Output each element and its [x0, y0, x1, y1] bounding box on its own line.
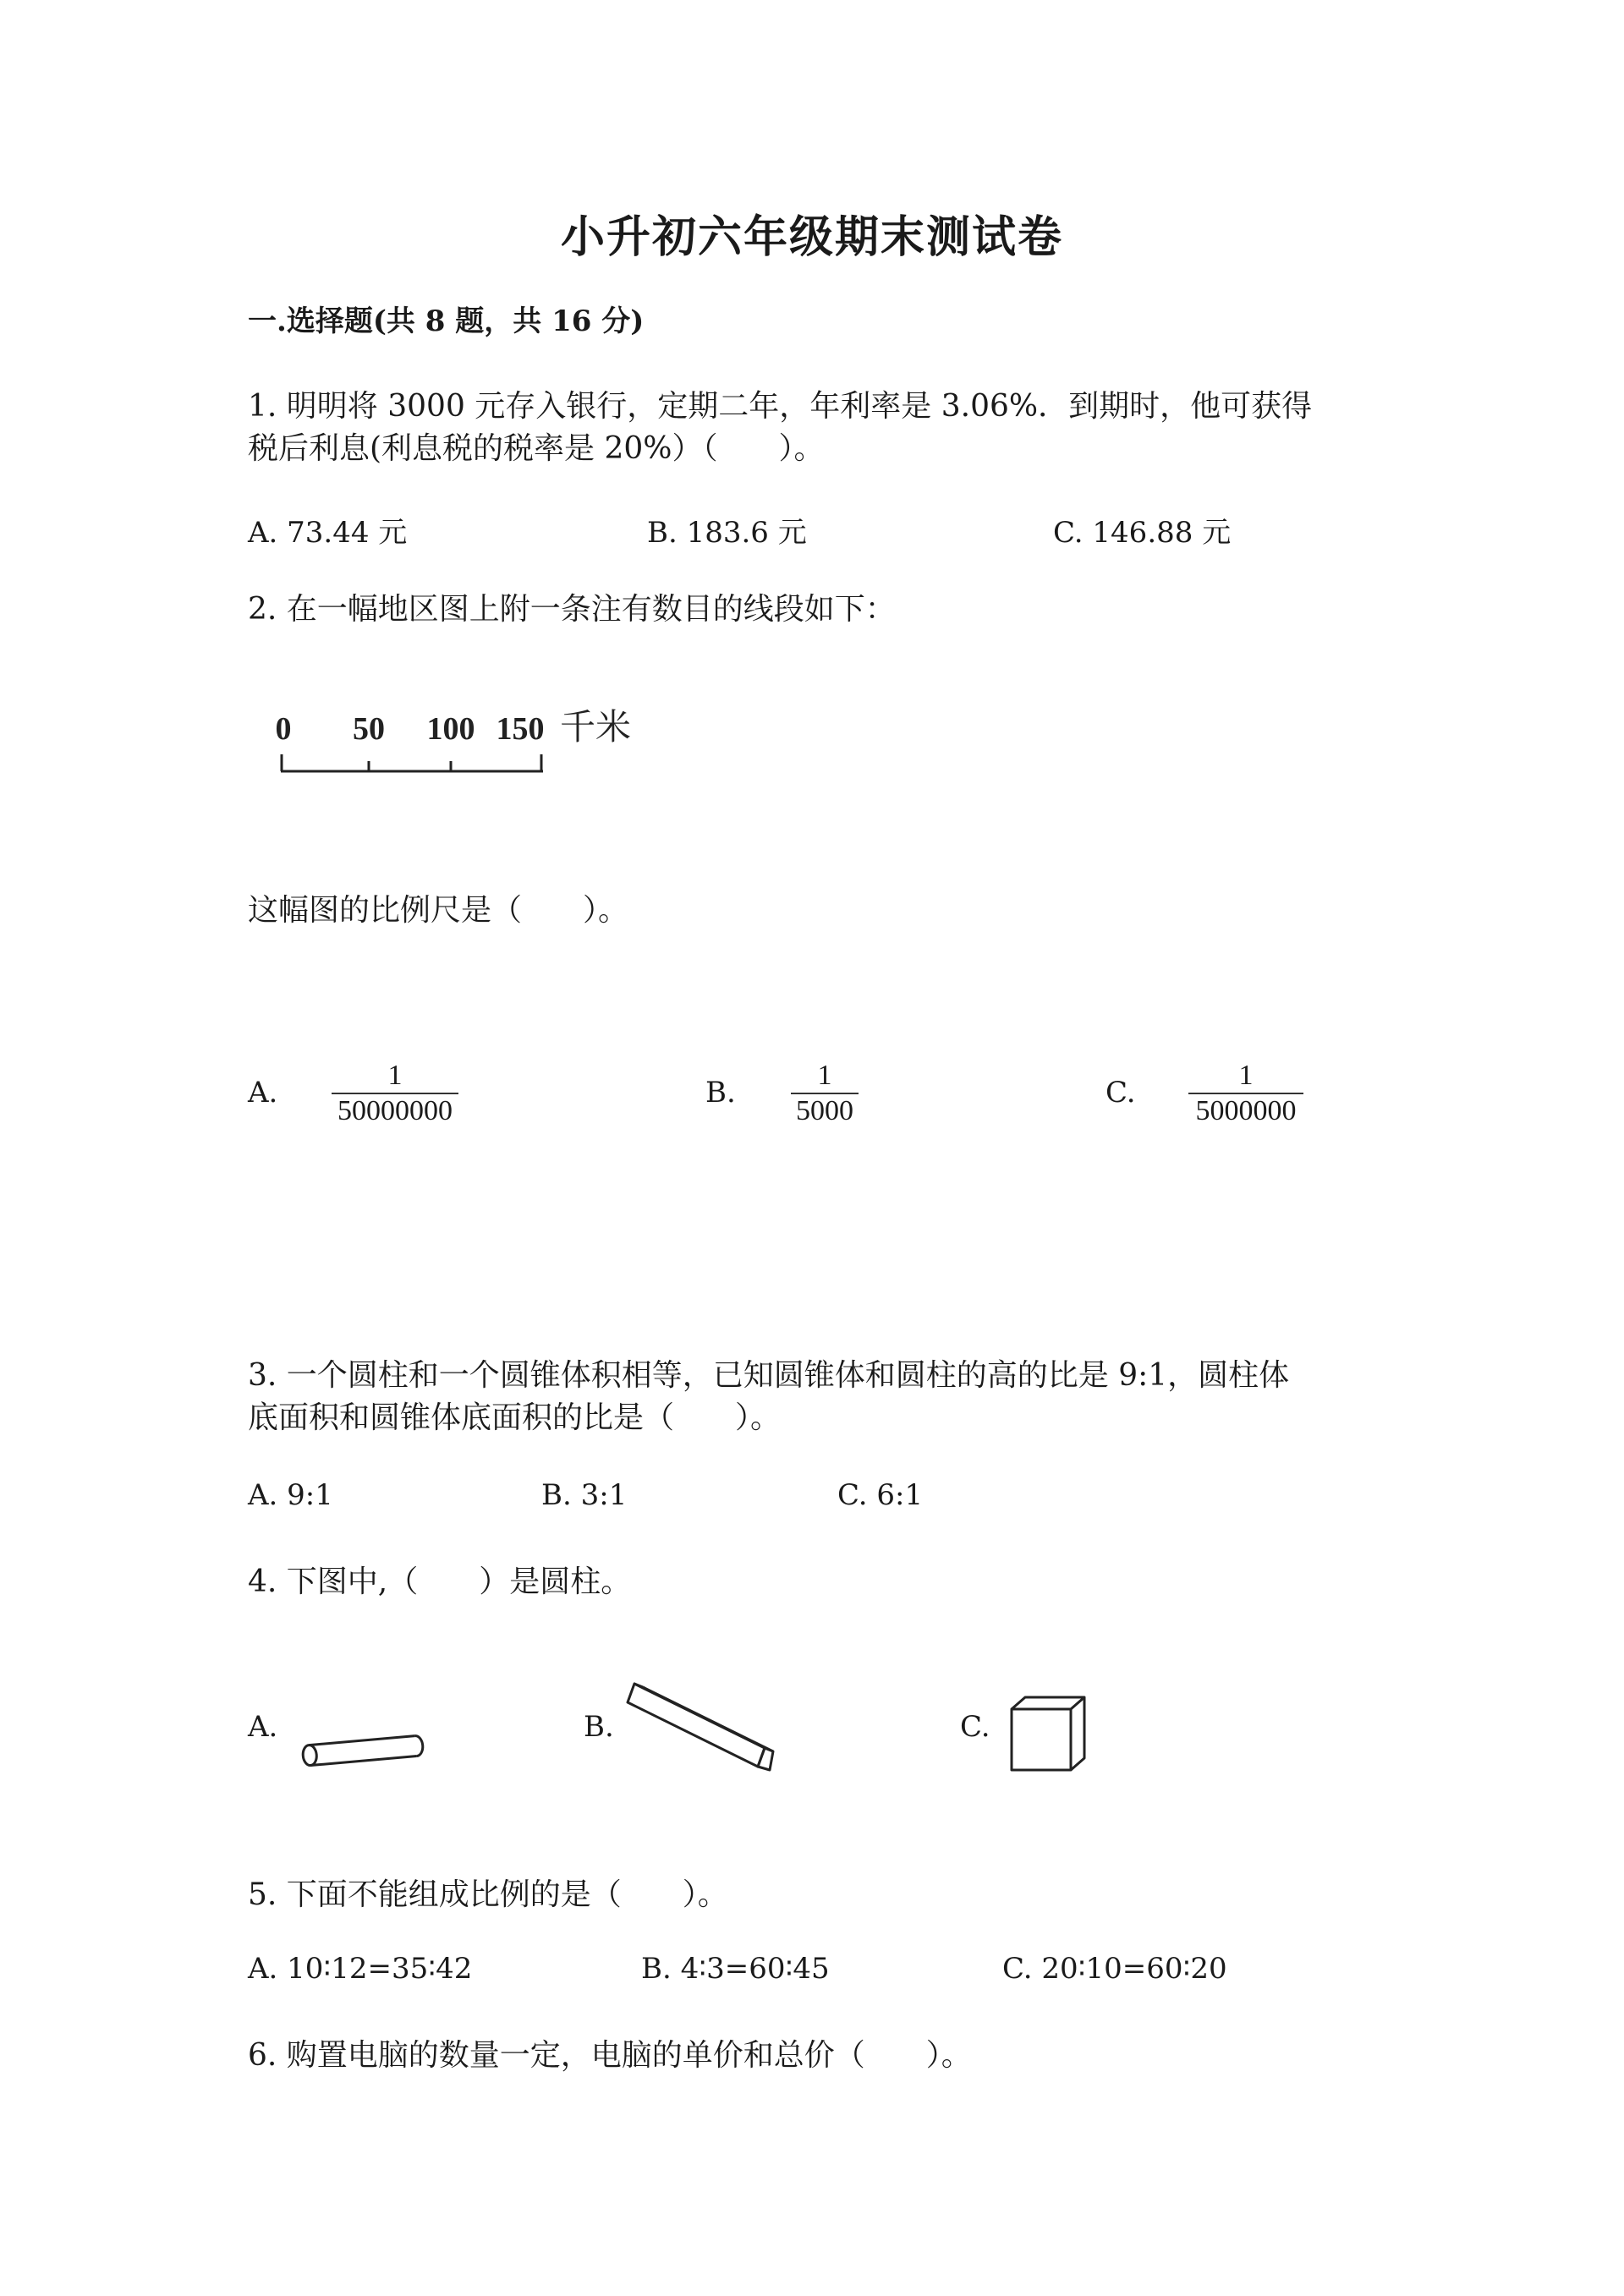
- thin-cylinder-figure: [296, 1725, 431, 1776]
- scale-label-unit: 千米: [560, 706, 632, 748]
- q4-option-b-letter[interactable]: B.: [584, 1710, 614, 1744]
- q3-line2: 底面积和圆锥体底面积的比是（ ）。: [248, 1400, 782, 1435]
- q2-text: 2. 在一幅地区图上附一条注有数目的线段如下：: [248, 592, 896, 627]
- q2-option-b-letter[interactable]: B.: [705, 1076, 736, 1110]
- q2-option-b-numerator: 1: [817, 1060, 832, 1091]
- q2-option-c-letter[interactable]: C.: [1106, 1076, 1136, 1110]
- q2-option-a-fraction: [332, 1059, 458, 1128]
- page-title: 小升初六年级期末测试卷: [560, 211, 1063, 263]
- q2-question: 这幅图的比例尺是（ ）。: [248, 893, 629, 928]
- q5-option-a[interactable]: A. 10∶12=35∶42: [248, 1952, 473, 1986]
- q2-option-a-letter[interactable]: A.: [248, 1076, 278, 1110]
- q1-option-a[interactable]: A. 73.44 元: [248, 516, 408, 550]
- q2-option-b-fraction: [791, 1059, 859, 1128]
- q2-option-c-numerator: 1: [1238, 1060, 1254, 1091]
- q3-option-b[interactable]: B. 3:1: [541, 1478, 628, 1512]
- q2-option-a-numerator: 1: [387, 1060, 403, 1091]
- q2-option-c-fraction: [1188, 1059, 1303, 1128]
- q6-text: 6. 购置电脑的数量一定，电脑的单价和总价（ ）。: [248, 2038, 972, 2073]
- q4-option-a-letter[interactable]: A.: [248, 1710, 278, 1744]
- q5-text: 5. 下面不能组成比例的是（ ）。: [248, 1877, 728, 1912]
- q2-option-b-denominator: 5000: [796, 1095, 853, 1126]
- q5-option-c[interactable]: C. 20∶10=60∶20: [1002, 1952, 1227, 1986]
- q2-option-c-denominator: 5000000: [1195, 1095, 1297, 1126]
- scale-label-0: 0: [275, 711, 292, 747]
- q1-option-c[interactable]: C. 146.88 元: [1053, 516, 1232, 550]
- scale-bar: [271, 706, 660, 778]
- q5-option-b[interactable]: B. 4∶3=60∶45: [641, 1952, 830, 1986]
- q2-option-a-denominator: 50000000: [337, 1095, 453, 1126]
- triangular-prism-figure: [624, 1679, 785, 1776]
- scale-label-150: 150: [496, 711, 545, 747]
- scale-label-50: 50: [353, 711, 385, 747]
- q4-text: 4. 下图中,（ ）是圆柱。: [248, 1564, 632, 1599]
- q1-line2: 税后利息(利息税的税率是 20%）（ ）。: [248, 431, 825, 466]
- section-heading: 一.选择题(共 8 题，共 16 分): [248, 304, 645, 338]
- q3-option-a[interactable]: A. 9:1: [248, 1478, 333, 1512]
- q3-line1: 3. 一个圆柱和一个圆锥体积相等，已知圆锥体和圆柱的高的比是 9:1，圆柱体: [248, 1358, 1290, 1393]
- q1-line1: 1. 明明将 3000 元存入银行，定期二年，年利率是 3.06%．到期时，他可获得: [248, 389, 1313, 424]
- q1-option-b[interactable]: B. 183.6 元: [647, 516, 807, 550]
- q3-option-c[interactable]: C. 6:1: [837, 1478, 924, 1512]
- cube-figure: [1008, 1694, 1089, 1774]
- q4-option-c-letter[interactable]: C.: [960, 1710, 990, 1744]
- scale-label-100: 100: [426, 711, 475, 747]
